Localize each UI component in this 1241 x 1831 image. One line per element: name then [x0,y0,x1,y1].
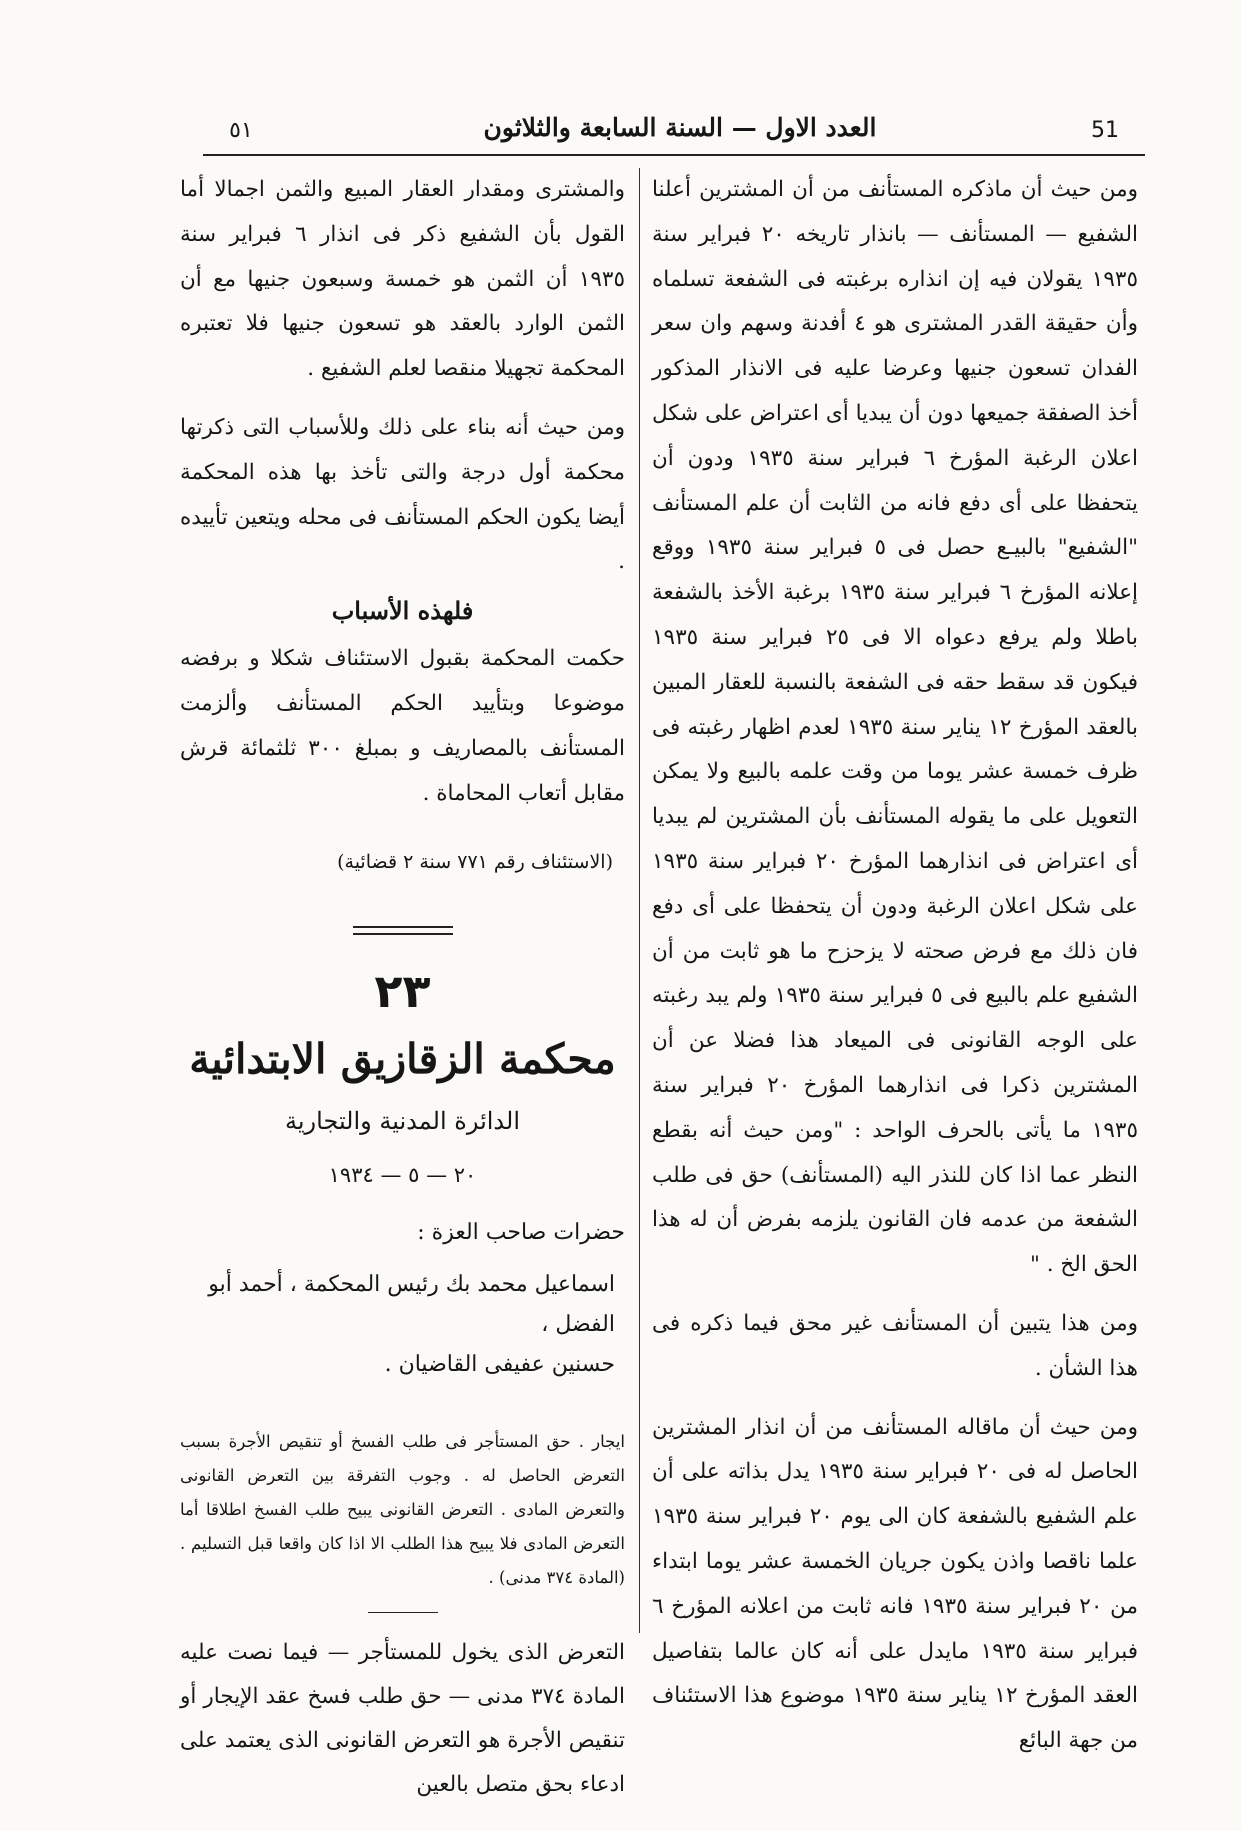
paragraph-notice-argument: ومن حيث أن ماذكره المستأنف من أن المشترين أعلنا الشفيع — المستأنف — بانذار تاريخه ٢٠ فبراير سنة ١٩٣٥ يقولان فيه إن انذاره برغبته فى الشفعة تسلماه وأن حقيقة القدر المشترى هو ٤ أفدنة وسهم وان سعر الفدان تسعون جنيها وعرضا عليه فى الانذار المذكور أخذ الصفقة جميعها دون أن يبديا أى اعتراض على شكل اعلان الرغبة المؤرخ ٦ فبراير سنة ١٩٣٥ ودون أن يتحفظا على أى دفع فانه من الثابت أن علم المستأنف "الشفيع" بالبيـع حصل فى ٥ فبراير سنة ١٩٣٥ ووقع إعلانه المؤرخ ٦ فبراير سنة ١٩٣٥ برغبة الأخذ بالشفعة باطلا ولم يرفع دعواه الا فى ٢٥ فبراير سنة ١٩٣٥ فيكون قد سقط حقه فى الشفعة بالنسبة للعقار المبين بالعقد المؤرخ ١٢ يناير سنة ١٩٣٥ لعدم اظهار رغبته فى ظرف خمسة عشر يوما من وقت علمه بالبيع ولا يمكن التعويل على ما يقوله المستأنف بأن المشترين لم يبديا أى اعتراض فى انذارهما المؤرخ ٢٠ فبراير سنة ١٩٣٥ على شكل اعلان الرغبة ودون أن يتحفظا على أى دفع فان ذلك مع فرض صحته لا يزحزح ما هو ثابت من أن الشفيع علم بالبيع فى ٥ فبراير سنة ١٩٣٥ ولم يبد رغبته على الوجه القانونى فى الميعاد هذا فضلا عن أن المشترين ذكرا فى انذارهما المؤرخ ٢٠ فبراير سنة ١٩٣٥ ما يأتى بالحرف الواحد : "ومن حيث أنه بقطع النظر عما اذا كان للنذر اليه (المستأنف) حق فى طلب الشفعة من عدمه فان القانون يلزمه بفرض أن له هذا الحق الخ . " [652,177,1139,1278]
judges-line-1: اسماعيل محمد بك رئيس المحكمة ، أحمد أبو الفضل ، [208,1272,615,1338]
legal-principle: التعرض الذى يخول للمستأجر — فيما نصت عليه المادة ٣٧٤ مدنى — حق طلب فسخ عقد الإيجار أو تنقيص الأجرة هو التعرض القانونى الذى يعتمد على ادعاء بحق متصل بالعين [180,1639,625,1797]
paragraph-knowledge-argument: ومن حيث أن ماقاله المستأنف من أن انذار المشترين الحاصل له فى ٢٠ فبراير سنة ١٩٣٥ يدل بذاته على أن علم الشفيع بالشفعة كان الى يوم ٢٠ فبراير سنة ١٩٣٥ علما ناقصا واذن يكون جريان الخمسة عشر يوما ابتداء من ٢٠ فبراير سنة ١٩٣٥ فانه ثابت من اعلانه المؤرخ ٦ فبراير سنة ١٩٣٥ مايدل على أنه كان عالما بتفاصيل العقد المؤرخ ١٢ يناير سنة ١٩٣٥ موضوع هذا الاستئناف من جهة البائع [652,1414,1139,1754]
presence-line: حضرات صاحب العزة : [417,1220,625,1246]
verdict-paragraph: حكمت المحكمة بقبول الاستئناف شكلا و برفضه موضوعا وبتأييد الحكم المستأنف وألزمت المستأنف بالمصاريف و بمبلغ ٣٠٠ ثلثمائة قرش مقابل أتعاب المحاماة . [180,646,625,806]
section-double-rule [353,926,453,935]
left-column [180,168,625,1828]
header-rule [203,154,1145,156]
running-header-title: العدد الاول — السنة السابعة والثلاثون [483,113,877,142]
page-number-latin: 51 [1091,118,1119,143]
judgment-date: ٢٠ — ٥ — ١٩٣٤ [328,1163,477,1188]
case-number: ٢٣ [374,964,431,1019]
reasons-heading: فلهذه الأسباب [331,596,474,626]
appeal-reference: (الاستئناف رقم ٧٧١ سنة ٢ قضائية) [337,851,613,874]
right-column [652,168,1138,1764]
page-number-arabic: ٥١ [229,118,253,143]
summary-rule [368,1612,438,1613]
paragraph-affirmation: ومن حيث أنه بناء على ذلك وللأسباب التى ذكرتها محكمة أول درجة والتى تأخذ بها هذه المحكمة أيضا يكون الحكم المستأنف فى محله ويتعين تأييده . [180,414,625,575]
judges-list [180,1265,625,1385]
paragraph-continuation: والمشترى ومقدار العقار المبيع والثمن اجمالا أما القول بأن الشفيع ذكر فى انذار ٦ فبراير سنة ١٩٣٥ أن الثمن هو خمسة وسبعون جنيها مع أن الثمن الوارد بالعقد هو تسعون جنيها فلا تعتبره المحكمة تجهيلا منقصا لعلم الشفيع . [180,177,625,382]
column-divider [639,168,640,1633]
court-name: محكمة الزقازيق الابتدائية [189,1035,616,1084]
case-summary: ايجار . حق المستأجر فى طلب الفسخ أو تنقيص الأجرة بسبب التعرض الحاصل له . وجوب التفرقة بين التعرض القانونى والتعرض المادى . التعرض القانونى يبيح طلب الفسخ اطلاقا أما التعرض المادى فلا يبيح هذا الطلب الا اذا كان واقعا قبل التسليم . (المادة ٣٧٤ مدنى) . [180,1432,625,1588]
court-circuit: الدائرة المدنية والتجارية [285,1107,520,1136]
paragraph-conclusion: ومن هذا يتبين أن المستأنف غير محق فيما ذكره فى هذا الشأن . [652,1310,1138,1381]
judges-line-2: حسنين عفيفى القاضيان . [384,1352,615,1378]
